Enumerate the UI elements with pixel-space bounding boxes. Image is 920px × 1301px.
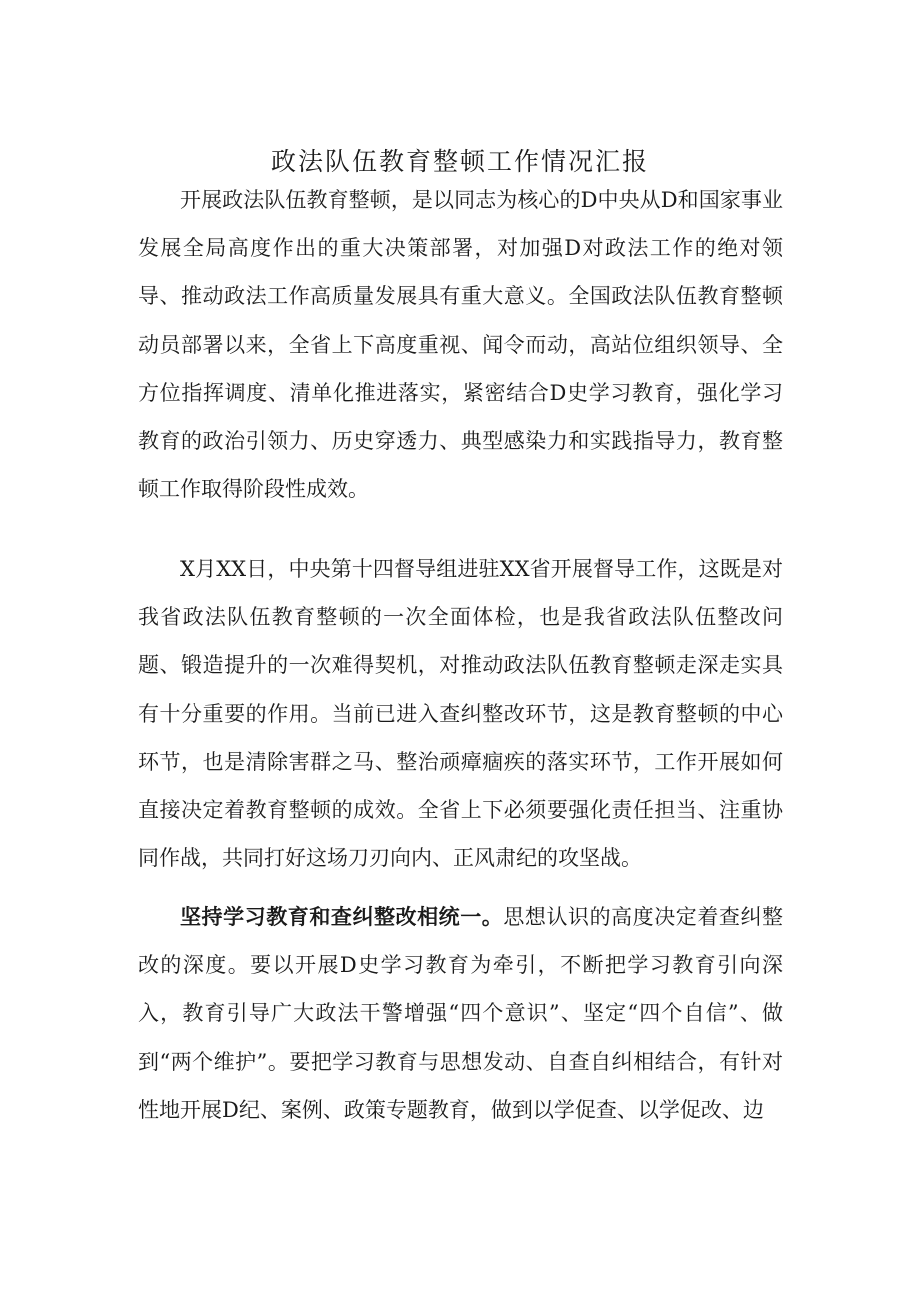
paragraph-3 <box>138 893 783 1134</box>
paragraph-3-text: 思想认识的高度决定着查纠整改的深度。要以开展D史学习教育为牵引，不断把学习教育引向深入，教育引导广大政法干警增强“四个意识”、坚定“四个自信”、做到“两个维护”。要把学习教育与思想发动、自查自纠相结合，有针对性地开展D纪、案例、政策专题教育，做到以学促查、以学促改、边 <box>138 905 784 1122</box>
paragraph-1 <box>138 176 783 513</box>
document-title: 政法队伍教育整顿工作情况汇报 <box>270 147 649 176</box>
paragraph-1-text: 开展政法队伍教育整顿，是以同志为核心的D中央从D和国家事业发展全局高度作出的重大决策部署，对加强D对政法工作的绝对领导、推动政法工作高质量发展具有重大意义。全国政法队伍教育整顿动员部署以来，全省上下高度重视、闻令而动，高站位组织领导、全方位指挥调度、清单化推进落实，紧密结合D史学习教育，强化学习教育的政治引领力、历史穿透力、典型感染力和实践指导力，教育整顿工作取得阶段性成效。 <box>138 188 783 502</box>
paragraph-2-text: X月XX日，中央第十四督导组进驻XX省开展督导工作，这既是对我省政法队伍教育整顿的一次全面体检，也是我省政法队伍整改问题、锻造提升的一次难得契机，对推动政法队伍教育整顿走深走实具有十分重要的作用。当前已进入查纠整改环节，这是教育整顿的中心环节，也是清除害群之马、整治顽瘴痼疾的落实环节，工作开展如何直接决定着教育整顿的成效。全省上下必须要强化责任担当、注重协同作战，共同打好这场刀刃向内、正风肃纪的攻坚战。 <box>138 557 783 871</box>
paragraph-3-heading: 坚持学习教育和查纠整改相统一。 <box>180 904 504 929</box>
paragraph-2 <box>138 545 783 882</box>
